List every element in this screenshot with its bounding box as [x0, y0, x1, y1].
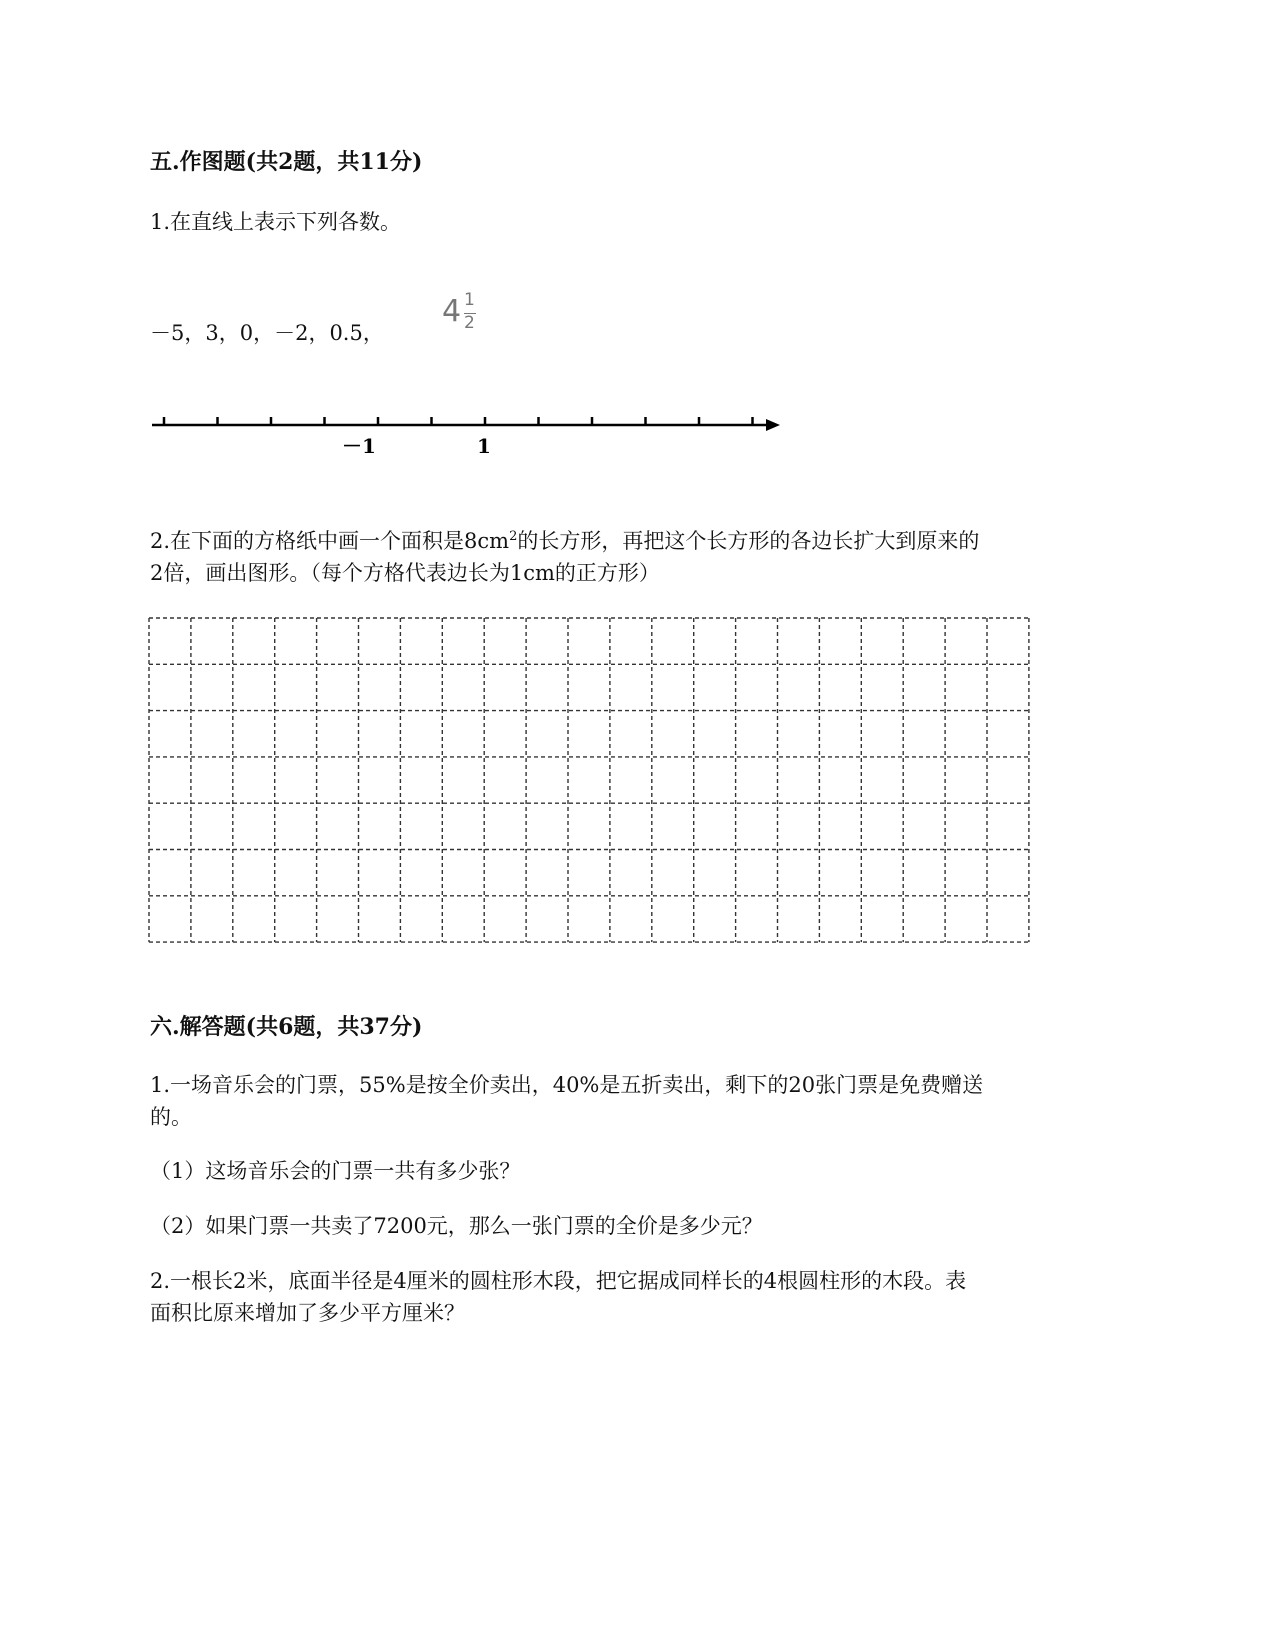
- question-1-text: 1.在直线上表示下列各数。: [150, 210, 402, 234]
- mixed-number-numerator: 1: [464, 290, 475, 310]
- axis-label-1: 1: [477, 434, 491, 458]
- superscript-2: 2: [509, 529, 518, 544]
- section-heading-5: 五.作图题(共2题，共11分): [150, 149, 423, 175]
- number-line-arrow: [766, 419, 780, 431]
- mixed-number-denominator: 2: [464, 313, 475, 333]
- grid-paper[interactable]: [148, 617, 1032, 945]
- number-line: [150, 410, 790, 460]
- axis-label-neg-1: －1: [342, 434, 376, 458]
- solve-question-1-sub-1: （1）这场音乐会的门票一共有多少张？: [150, 1159, 521, 1183]
- solve-question-2-line-2: 面积比原来增加了多少平方厘米？: [150, 1301, 465, 1325]
- solve-question-1-line-2: 的。: [150, 1105, 192, 1129]
- question-2-line-1: [150, 524, 979, 558]
- solve-question-1-sub-2: （2）如果门票一共卖了7200元，那么一张门票的全价是多少元？: [150, 1214, 763, 1238]
- solve-question-2-line-1: 2.一根长2米，底面半径是4厘米的圆柱形木段，把它据成同样长的4根圆柱形的木段。表: [150, 1269, 967, 1293]
- mixed-number-whole: 4: [442, 294, 462, 329]
- solve-question-1-line-1: 1.一场音乐会的门票，55%是按全价卖出，40%是五折卖出，剩下的20张门票是免费赠送: [150, 1073, 984, 1097]
- question-2-line-2: 2倍，画出图形。（每个方格代表边长为1cm的正方形）: [150, 561, 660, 585]
- section-heading-6: 六.解答题(共6题，共37分): [150, 1014, 423, 1040]
- question-2-text-a: 2.在下面的方格纸中画一个面积是8cm: [150, 529, 510, 553]
- question-2-text-b: 的长方形，再把这个长方形的各边长扩大到原来的: [517, 529, 980, 553]
- number-list: －5，3，0，－2，0.5，: [150, 321, 384, 345]
